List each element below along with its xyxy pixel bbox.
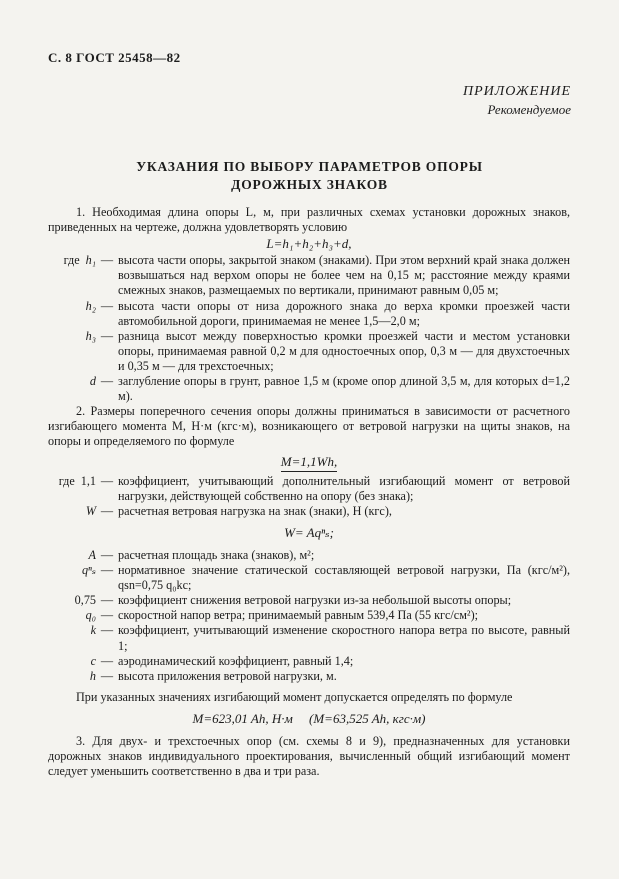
- def-text: коэффициент снижения ветровой нагрузки из-за небольшой высоты опоры;: [118, 593, 512, 608]
- page-header: С. 8 ГОСТ 25458—82: [48, 50, 181, 65]
- def-A: A — расчетная площадь знака (знаков), м²;: [48, 548, 570, 563]
- def-c: c — аэродинамический коэффициент, равный 1,4;: [48, 654, 570, 669]
- formula-moment-simplified: M=623,01 Ah, Н·м (M=63,525 Ah, кгс·м): [192, 710, 426, 726]
- def-symbol: h₂: [85, 298, 96, 313]
- heading-line-2: ДОРОЖНЫХ ЗНАКОВ: [231, 177, 388, 192]
- def-symbol: h: [89, 668, 96, 683]
- para-2: 2. Размеры поперечного сечения опоры должны приниматься в зависимости от расчетного изгибающего момента M, Н·м (кгс·м), возникающего от ветровой нагрузки на щиты знаков, на опоры и определяемого по формуле: [48, 404, 570, 449]
- def-symbol: q₀: [85, 608, 96, 623]
- def-qsn: qⁿₛ — нормативное значение статической составляющей ветровой нагрузки, Па (кгс/м²), qsn=0,75 q₀kc;: [48, 563, 570, 593]
- def-text: разница высот между поверхностью кромки проезжей части и местом установки опоры, принимаемая равной 0,2 м для одностоечных опор, 0,3 м — для двухстоечных и 0,35 м — для трехстоечных;: [118, 328, 570, 373]
- appendix-title: ПРИЛОЖЕНИЕ: [463, 84, 571, 99]
- def-q0: q₀ — скоростной напор ветра; принимаемый равным 539,4 Па (55 кгс/см²);: [48, 608, 570, 623]
- def-symbol: W: [85, 503, 96, 518]
- appendix-subtitle: Рекомендуемое: [487, 102, 571, 117]
- def-h1: где h₁ — высота части опоры, закрытой знаком (знаками). При этом верхний край знака должен возвышаться над верхом опоры не более чем на 0,15 м; расстояние между краями смежных знаков, размещаемых по вертикали, принимают равным 0,05 м;: [48, 253, 570, 298]
- def-text: заглубление опоры в грунт, равное 1,5 м (кроме опор длиной 3,5 м, для которых d=1,2 м).: [118, 374, 570, 404]
- para-note: При указанных значениях изгибающий момент допускается определять по формуле: [76, 689, 513, 704]
- def-text: скоростной напор ветра; принимаемый равным 539,4 Па (55 кгс/см²);: [118, 608, 479, 623]
- def-symbol: h₃: [85, 328, 96, 343]
- formula-moment: M=1,1Wh,: [280, 453, 338, 469]
- formula-separator: [281, 471, 337, 472]
- def-k: k — коэффициент, учитывающий изменение скоростного напора ветра по высоте, равный 1;: [48, 623, 570, 653]
- def-075: 0,75 — коэффициент снижения ветровой нагрузки из-за небольшой высоты опоры;: [48, 593, 570, 608]
- def-text: расчетная ветровая нагрузка на знак (знаки), Н (кгс),: [118, 503, 392, 518]
- document-body: [48, 205, 570, 779]
- def-h2: h₂ — высота части опоры от низа дорожного знака до верха кромки проезжей части автомобильной дороги, принимаемая не менее 1,5—2,0 м;: [48, 299, 570, 329]
- def-symbol: 0,75: [74, 593, 96, 608]
- para-3: 3. Для двух- и трехстоечных опор (см. схемы 8 и 9), предназначенных для установки дорожных знаков индивидуального проектирования, вычисленный общий изгибающий момент следует уменьшить соответственно в два и три раза.: [48, 734, 570, 779]
- para-1: 1. Необходимая длина опоры L, м, при различных схемах установки дорожных знаков, приведенных на чертеже, должна удовлетворять условию: [48, 205, 570, 235]
- def-text: нормативное значение статической составляющей ветровой нагрузки, Па (кгс/м²), qsn=0,75 q₀kc;: [118, 563, 570, 593]
- def-symbol: A: [88, 547, 96, 562]
- appendix-label: [463, 84, 571, 118]
- def-text: высота части опоры, закрытой знаком (знаками). При этом верхний край знака должен возвышаться над верхом опоры не более чем на 0,15 м; расстояние между краями смежных знаков, размещаемых по вертикали, принимают равным 0,05 м;: [118, 253, 570, 298]
- def-symbol: где h₁: [63, 253, 96, 268]
- def-text: высота части опоры от низа дорожного знака до верха кромки проезжей части автомобильной дороги, принимаемая не менее 1,5—2,0 м;: [118, 298, 570, 328]
- def-symbol: qⁿₛ: [81, 563, 96, 578]
- formula-wind-load: W= Aqⁿₛ;: [284, 524, 334, 540]
- def-h: h — высота приложения ветровой нагрузки, м.: [48, 669, 570, 684]
- def-symbol: c: [90, 653, 96, 668]
- formula-length: L=h₁+h₂+h₃+d,: [266, 236, 352, 252]
- def-text: расчетная площадь знака (знаков), м²;: [118, 547, 315, 562]
- def-d: d — заглубление опоры в грунт, равное 1,5 м (кроме опор длиной 3,5 м, для которых d=1,2 м).: [48, 374, 570, 404]
- def-text: аэродинамический коэффициент, равный 1,4;: [118, 653, 354, 668]
- def-symbol: где 1,1: [58, 473, 96, 488]
- def-h3: h₃ — разница высот между поверхностью кромки проезжей части и местом установки опоры, принимаемая равной 0,2 м для одностоечных опор, 0,3 м — для двухстоечных и 0,35 м — для трехстоечных;: [48, 329, 570, 374]
- def-W: W — расчетная ветровая нагрузка на знак (знаки), Н (кгс),: [48, 504, 570, 519]
- def-text: коэффициент, учитывающий дополнительный изгибающий момент от ветровой нагрузки, действующей собственно на опору (без знака);: [118, 473, 570, 503]
- section-heading: [0, 158, 619, 194]
- def-coef-1-1: где 1,1 — коэффициент, учитывающий дополнительный изгибающий момент от ветровой нагрузки, действующей собственно на опору (без знака);: [48, 474, 570, 504]
- def-text: коэффициент, учитывающий изменение скоростного напора ветра по высоте, равный 1;: [118, 623, 570, 653]
- def-symbol: k: [90, 623, 96, 638]
- def-symbol: d: [89, 374, 96, 389]
- heading-line-1: УКАЗАНИЯ ПО ВЫБОРУ ПАРАМЕТРОВ ОПОРЫ: [136, 159, 483, 174]
- def-text: высота приложения ветровой нагрузки, м.: [118, 668, 337, 683]
